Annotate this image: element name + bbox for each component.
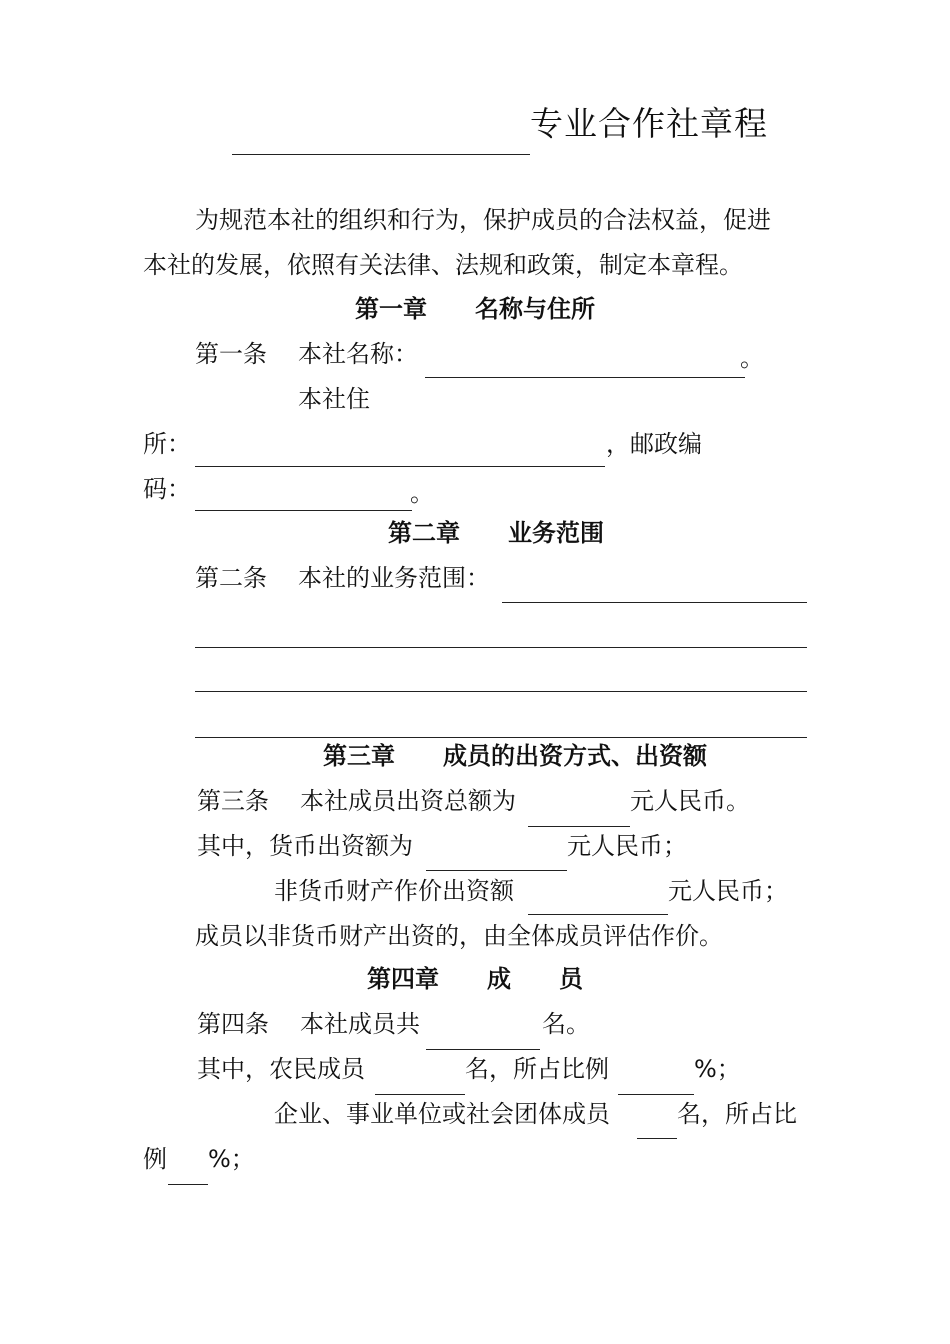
organization-ratio-field[interactable] <box>168 1184 208 1185</box>
postcode-end-mark: 。 <box>410 479 434 507</box>
organization-count-field[interactable] <box>637 1138 677 1139</box>
farmer-ratio-label: 名，所占比例 <box>465 1055 609 1083</box>
farmer-member-label: 其中，农民成员 <box>197 1055 365 1083</box>
chapter-4-heading: 第四章 成 员 <box>367 965 583 993</box>
document-title: 专业合作社章程 <box>530 104 768 143</box>
farmer-ratio-field[interactable] <box>618 1094 694 1095</box>
business-scope-field-4[interactable] <box>195 737 807 738</box>
member-count-field[interactable] <box>426 1049 540 1050</box>
organization-ratio-end: %； <box>208 1145 255 1173</box>
address-label-b: 所： <box>143 430 191 458</box>
business-scope-label: 本社的业务范围： <box>298 564 490 592</box>
total-capital-unit: 元人民币。 <box>630 787 750 815</box>
address-field[interactable] <box>195 466 605 467</box>
business-scope-field-2[interactable] <box>195 647 807 648</box>
cooperative-name-label: 本社名称： <box>298 340 418 368</box>
member-count-label: 本社成员共 <box>300 1010 420 1038</box>
name-end-mark: 。 <box>740 344 764 372</box>
currency-capital-field[interactable] <box>426 870 567 871</box>
noncurrency-capital-label: 非货币财产作价出资额 <box>274 877 514 905</box>
currency-capital-unit: 元人民币； <box>567 832 687 860</box>
postcode-label-a: ，邮政编 <box>606 430 702 458</box>
total-capital-label: 本社成员出资总额为 <box>300 787 516 815</box>
farmer-count-field[interactable] <box>375 1094 465 1095</box>
noncurrency-capital-field[interactable] <box>528 914 668 915</box>
business-scope-field-1[interactable] <box>502 602 807 603</box>
article-3-label: 第三条 <box>197 787 269 815</box>
address-label-a: 本社住 <box>298 385 370 413</box>
preamble-line-2: 本社的发展，依照有关法律、法规和政策，制定本章程。 <box>143 251 743 279</box>
preamble-line-1: 为规范本社的组织和行为，保护成员的合法权益，促进 <box>195 206 771 234</box>
currency-capital-label: 其中，货币出资额为 <box>197 832 413 860</box>
postcode-label-b: 码： <box>143 475 191 503</box>
business-scope-field-3[interactable] <box>195 691 807 692</box>
chapter-2-heading: 第二章 业务范围 <box>388 519 604 547</box>
organization-ratio-label-b: 例 <box>143 1145 167 1173</box>
cooperative-name-blank[interactable] <box>232 154 530 155</box>
noncurrency-capital-unit: 元人民币； <box>668 877 788 905</box>
chapter-1-heading: 第一章 名称与住所 <box>355 295 595 323</box>
cooperative-name-field[interactable] <box>425 377 745 378</box>
organization-ratio-label: 名，所占比 <box>677 1100 797 1128</box>
article-4-label: 第四条 <box>197 1010 269 1038</box>
total-capital-field[interactable] <box>528 826 630 827</box>
member-count-unit: 名。 <box>542 1010 590 1038</box>
postcode-field[interactable] <box>195 510 412 511</box>
article-1-label: 第一条 <box>195 340 267 368</box>
article-2-label: 第二条 <box>195 564 267 592</box>
valuation-note: 成员以非货币财产出资的，由全体成员评估作价。 <box>195 922 723 950</box>
chapter-3-heading: 第三章 成员的出资方式、出资额 <box>323 742 707 770</box>
farmer-ratio-end: %； <box>694 1055 741 1083</box>
organization-member-label: 企业、事业单位或社会团体成员 <box>274 1100 610 1128</box>
